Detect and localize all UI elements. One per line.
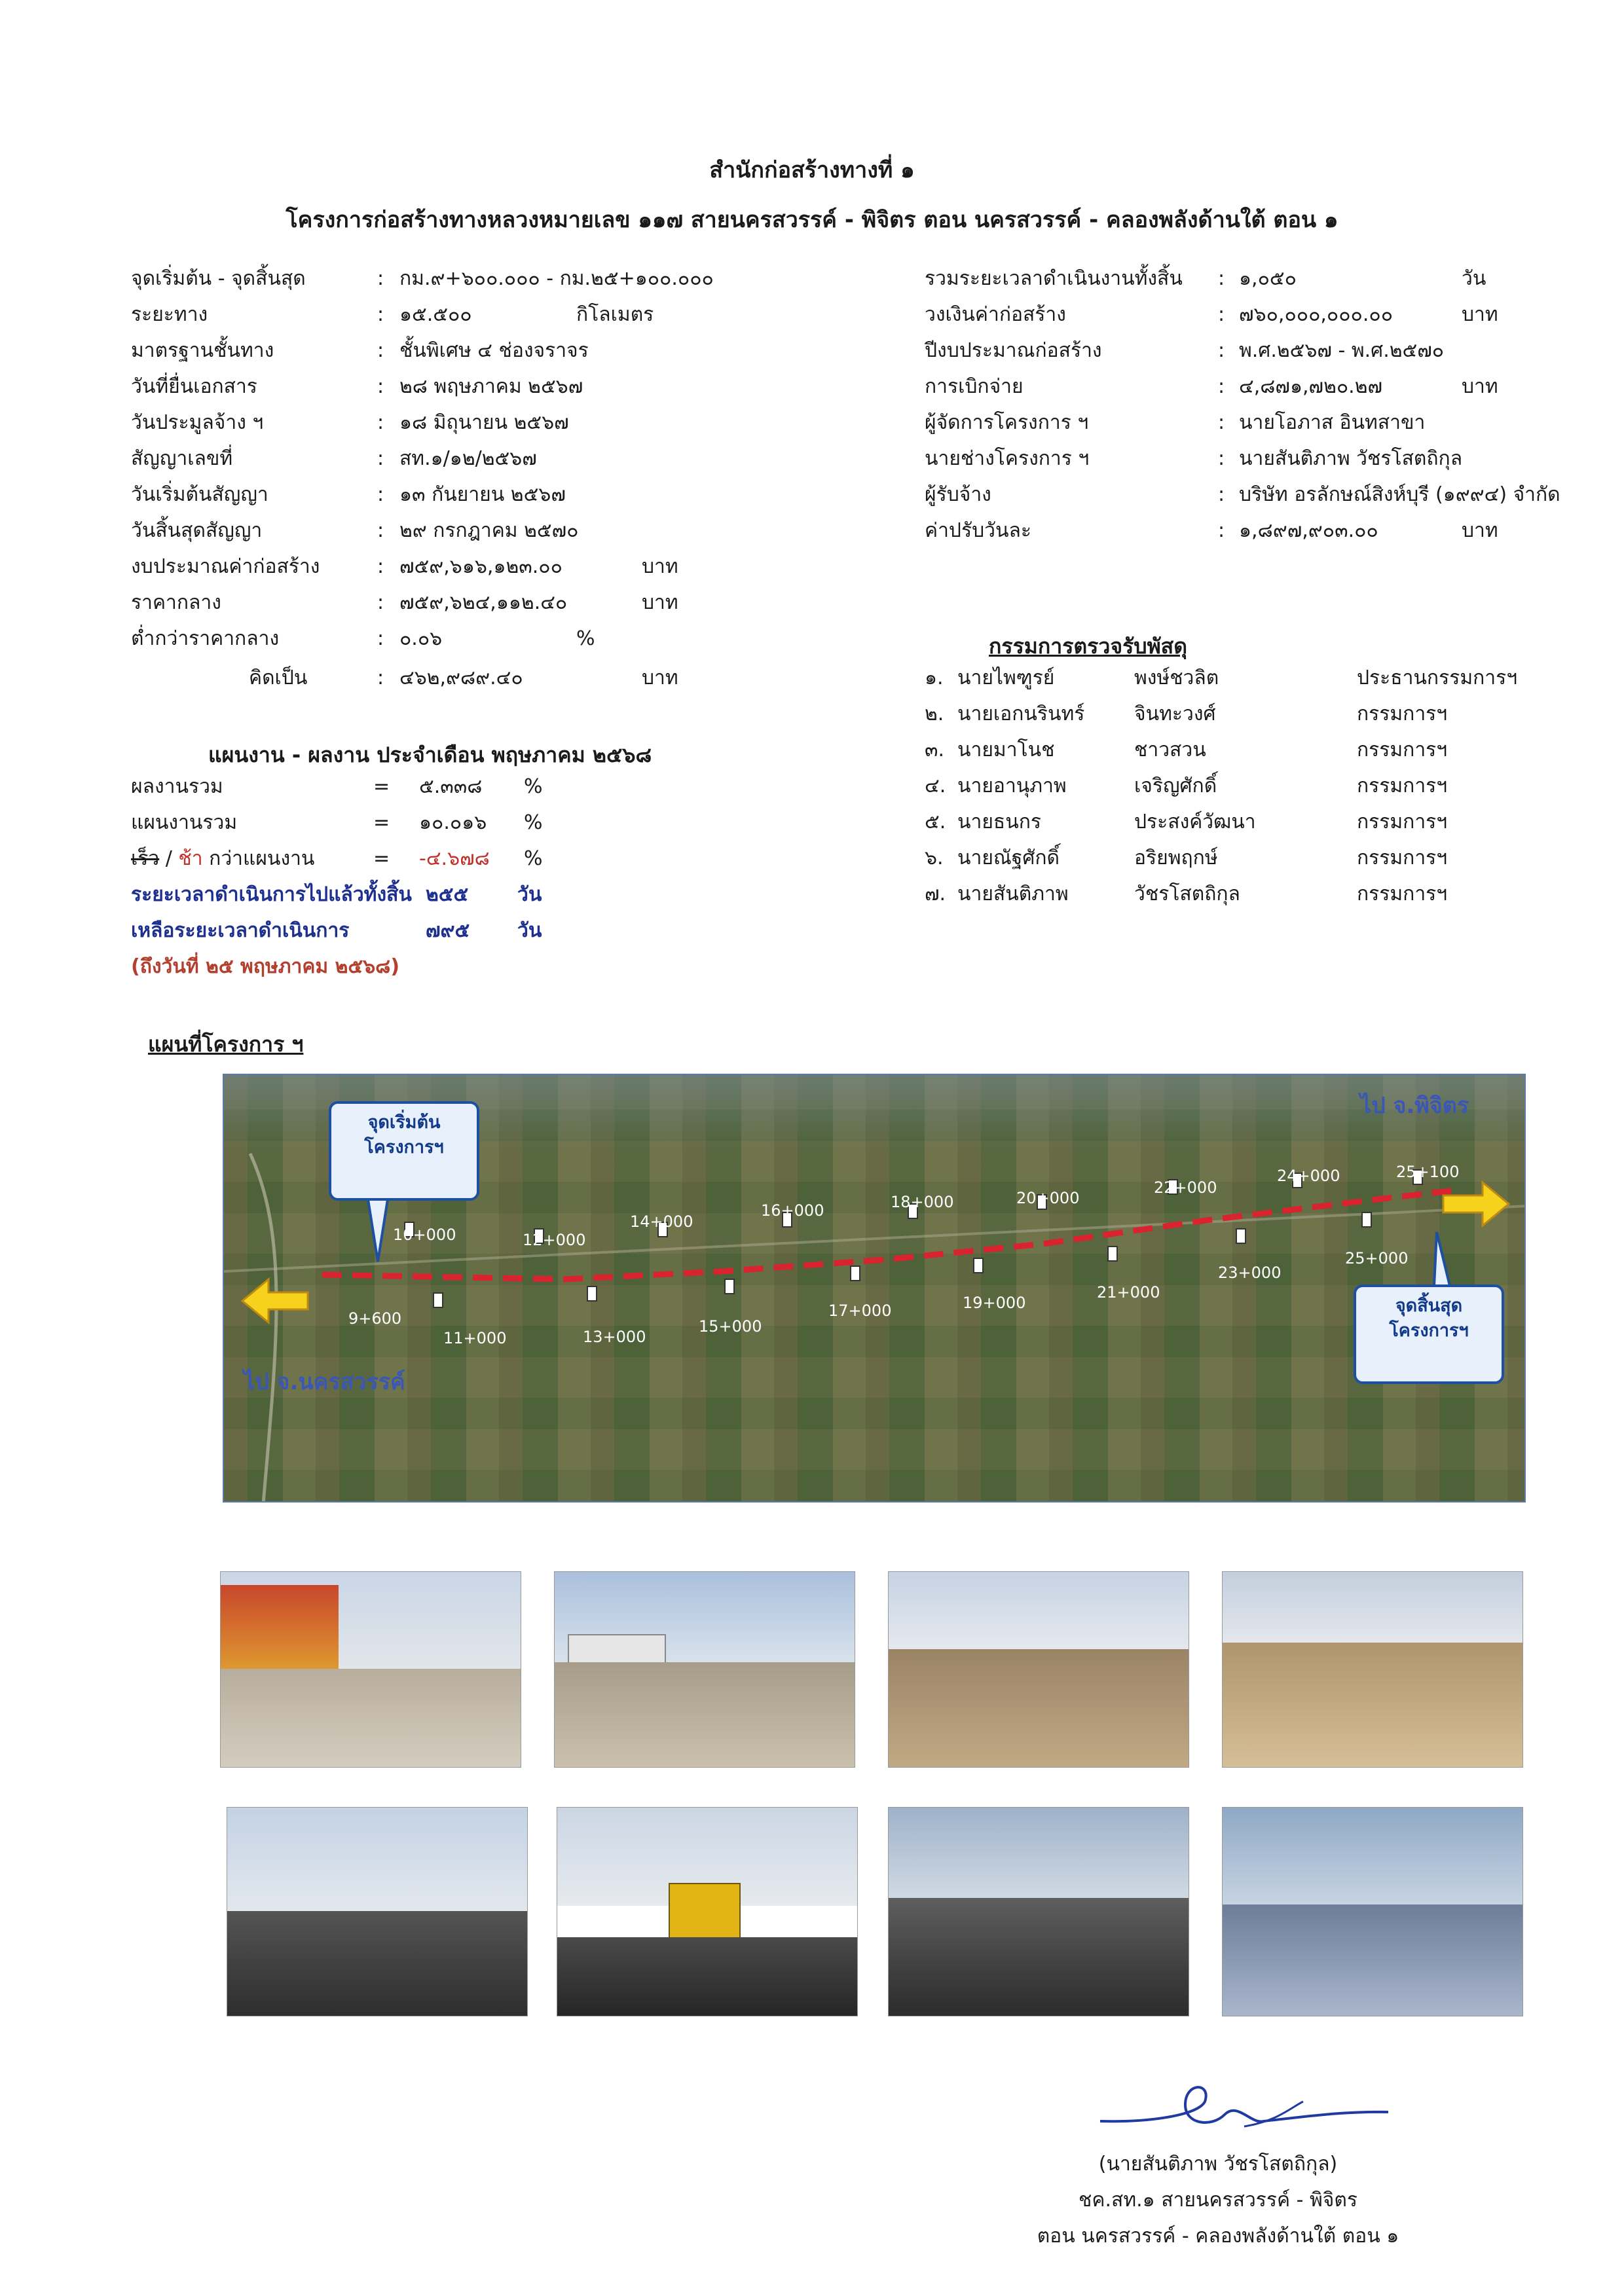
- info-value: ๑,๐๕๐: [1239, 267, 1297, 290]
- remaining-value: ๗๙๕: [426, 919, 470, 942]
- colon: :: [1218, 519, 1225, 542]
- info-value: ๑๓ กันยายน ๒๕๖๗: [399, 483, 566, 506]
- member-last: ชาวสวน: [1134, 738, 1206, 761]
- progress-value: -๔.๖๗๘: [419, 847, 490, 870]
- fast-label: เร็ว: [131, 847, 160, 870]
- info-label: วันที่ยื่นเอกสาร: [131, 375, 257, 398]
- info-label: รวมระยะเวลาดำเนินงานทั้งสิ้น: [925, 267, 1183, 290]
- remaining-unit: วัน: [517, 919, 542, 942]
- info-unit: %: [576, 627, 595, 650]
- info-value: ๐.๐๖: [399, 627, 443, 650]
- project-map: [223, 1074, 1526, 1503]
- site-photo-1: [220, 1571, 521, 1768]
- start-point-callout: [329, 1101, 479, 1201]
- info-value: นายสันติภาพ วัชรโสตถิกุล: [1239, 447, 1463, 470]
- info-unit: บาท: [1462, 519, 1498, 542]
- info-label: ต่ำกว่าราคากลาง: [131, 627, 280, 650]
- station-label: 21+000: [1097, 1283, 1160, 1302]
- colon: :: [377, 303, 384, 326]
- elapsed-value: ๒๕๕: [426, 883, 469, 906]
- start-callout-line2: โครงการฯ: [364, 1137, 444, 1157]
- colon: :: [1218, 447, 1225, 470]
- remaining-label: เหลือระยะเวลาดำเนินการ: [131, 919, 350, 942]
- info-value: ๑๘ มิถุนายน ๒๕๖๗: [399, 411, 569, 434]
- info-value: นายโอภาส อินทสาขา: [1239, 411, 1426, 434]
- station-marker-icon: [725, 1279, 734, 1294]
- member-first: นายอานุภาพ: [957, 774, 1067, 797]
- station-label: 25+000: [1345, 1249, 1409, 1267]
- info-unit: บาท: [1462, 303, 1498, 326]
- progress-unit: %: [524, 811, 543, 834]
- vs-plan-label: กว่าแผนงาน: [202, 847, 315, 870]
- equals-sign: =: [373, 811, 390, 834]
- signer-name: (นายสันติภาพ วัชรโสตถิกุล): [1098, 2153, 1338, 2176]
- station-label: 12+000: [523, 1231, 586, 1249]
- site-photo-5: [227, 1807, 528, 2016]
- office-title: สำนักก่อสร้างทางที่ ๑: [709, 157, 915, 183]
- member-no: ๒.: [925, 702, 944, 725]
- colon: :: [377, 447, 384, 470]
- member-first: นายไพฑูรย์: [957, 666, 1055, 689]
- info-unit: บาท: [642, 555, 678, 578]
- progress-title: แผนงาน - ผลงาน ประจำเดือน พฤษภาคม ๒๕๖๘: [208, 742, 652, 767]
- end-point-callout: [1354, 1285, 1504, 1384]
- info-value: ๔,๘๗๑,๗๒๐.๒๗: [1239, 375, 1383, 398]
- info-label: วันสิ้นสุดสัญญา: [131, 519, 263, 542]
- colon: :: [1218, 267, 1225, 290]
- signer-section: ตอน นครสวรรค์ - คลองพลังด้านใต้ ตอน ๑: [1037, 2225, 1399, 2248]
- member-role: กรรมการฯ: [1357, 811, 1448, 833]
- info-value: ๒๙ กรกฎาคม ๒๕๗๐: [399, 519, 579, 542]
- info-value: กม.๙+๖๐๐.๐๐๐ - กม.๒๕+๑๐๐.๐๐๐: [399, 267, 714, 290]
- info-value: ๗๖๐,๐๐๐,๐๐๐.๐๐: [1239, 303, 1393, 326]
- site-photo-3: [888, 1571, 1189, 1768]
- slow-label: ช้า: [178, 847, 203, 870]
- colon: :: [377, 627, 384, 650]
- member-no: ๑.: [925, 666, 944, 689]
- site-photo-7: [888, 1807, 1189, 2016]
- station-label: 19+000: [963, 1294, 1026, 1312]
- colon: :: [1218, 303, 1225, 326]
- colon: :: [377, 591, 384, 614]
- member-first: นายมาโนช: [957, 738, 1055, 761]
- progress-label: แผนงานรวม: [131, 811, 238, 834]
- info-value: บริษัท อรลักษณ์สิงห์บุรี (๑๙๙๔) จำกัด: [1239, 483, 1560, 506]
- colon: :: [377, 519, 384, 542]
- station-label: 16+000: [761, 1201, 824, 1220]
- info-label: งบประมาณค่าก่อสร้าง: [131, 555, 320, 578]
- info-unit: บาท: [642, 666, 678, 689]
- station-label: 20+000: [1016, 1189, 1080, 1207]
- progress-unit: %: [524, 847, 543, 870]
- info-label: การเบิกจ่าย: [925, 375, 1024, 398]
- info-unit: กิโลเมตร: [576, 303, 654, 326]
- colon: :: [377, 555, 384, 578]
- member-last: พงษ์ชวลิต: [1134, 666, 1219, 689]
- colon: :: [377, 483, 384, 506]
- station-label: 24+000: [1277, 1167, 1340, 1185]
- site-photo-6: [557, 1807, 858, 2016]
- info-label: ปีงบประมาณก่อสร้าง: [925, 339, 1102, 362]
- info-value: ๑,๘๙๗,๙๐๓.๐๐: [1239, 519, 1378, 542]
- station-marker-icon: [587, 1286, 597, 1301]
- station-marker-icon: [1362, 1212, 1371, 1227]
- member-no: ๕.: [925, 811, 946, 833]
- member-role: กรรมการฯ: [1357, 883, 1448, 905]
- colon: :: [1218, 483, 1225, 506]
- colon: :: [1218, 411, 1225, 434]
- info-value: พ.ศ.๒๕๖๗ - พ.ศ.๒๕๗๐: [1239, 339, 1445, 362]
- info-label: วงเงินค่าก่อสร้าง: [925, 303, 1066, 326]
- info-label: สัญญาเลขที่: [131, 447, 233, 470]
- station-label: 14+000: [630, 1212, 693, 1231]
- info-value: ๔๖๒,๙๘๙.๔๐: [399, 666, 523, 689]
- member-first: นายธนกร: [957, 811, 1042, 833]
- member-no: ๔.: [925, 774, 946, 797]
- info-value: ๒๘ พฤษภาคม ๒๕๖๗: [399, 375, 583, 398]
- station-label: 22+000: [1154, 1178, 1217, 1197]
- elapsed-label: ระยะเวลาดำเนินการไปแล้วทั้งสิ้น: [131, 883, 412, 906]
- station-marker-icon: [1108, 1247, 1117, 1261]
- end-callout-line1: จุดสิ้นสุด: [1395, 1296, 1463, 1316]
- site-photo-2: [554, 1571, 855, 1768]
- elapsed-unit: วัน: [517, 883, 542, 906]
- info-label: จุดเริ่มต้น - จุดสิ้นสุด: [131, 267, 306, 290]
- station-label: 13+000: [583, 1328, 646, 1346]
- member-no: ๗.: [925, 883, 946, 905]
- progress-value: ๑๐.๐๑๖: [419, 811, 487, 834]
- station-marker-icon: [851, 1266, 860, 1281]
- info-label: ค่าปรับวันละ: [925, 519, 1031, 542]
- site-photo-4: [1222, 1571, 1523, 1768]
- station-labels-bottom: [348, 1249, 1408, 1347]
- info-label: ผู้จัดการโครงการ ฯ: [925, 411, 1089, 434]
- member-last: จินทะวงศ์: [1134, 702, 1216, 725]
- colon: :: [377, 411, 384, 434]
- colon: :: [1218, 375, 1225, 398]
- info-unit: วัน: [1462, 267, 1486, 290]
- site-photo-8: [1222, 1807, 1523, 2016]
- station-marker-icon: [1236, 1229, 1246, 1243]
- station-label: 18+000: [891, 1193, 954, 1211]
- colon: :: [1218, 339, 1225, 362]
- station-marker-icon: [974, 1258, 983, 1273]
- info-value: สท.๑/๑๒/๒๕๖๗: [399, 447, 537, 470]
- colon: :: [377, 339, 384, 362]
- station-label: 17+000: [828, 1302, 892, 1320]
- station-label: 15+000: [699, 1317, 762, 1336]
- member-role: กรรมการฯ: [1357, 847, 1448, 869]
- info-label: วันเริ่มต้นสัญญา: [131, 483, 268, 506]
- info-value: ๗๕๙,๖๑๖,๑๒๓.๐๐: [399, 555, 563, 578]
- equals-sign: =: [373, 847, 390, 870]
- info-label: มาตรฐานชั้นทาง: [131, 339, 274, 362]
- member-no: ๓.: [925, 738, 945, 761]
- info-value: ชั้นพิเศษ ๔ ช่องจราจร: [399, 339, 589, 362]
- station-label: 25+100: [1396, 1163, 1460, 1181]
- start-callout-line1: จุดเริ่มต้น: [367, 1112, 441, 1133]
- station-marker-icon: [434, 1293, 443, 1307]
- member-role: ประธานกรรมการฯ: [1357, 666, 1518, 689]
- progress-label: ผลงานรวม: [131, 775, 223, 798]
- station-label: 23+000: [1218, 1264, 1282, 1282]
- info-unit: บาท: [1462, 375, 1498, 398]
- station-label: 10+000: [393, 1226, 456, 1244]
- colon: :: [377, 375, 384, 398]
- info-label: ผู้รับจ้าง: [925, 483, 991, 506]
- station-label: 11+000: [443, 1329, 507, 1347]
- member-last: ประสงค์วัฒนา: [1134, 811, 1256, 833]
- info-label: ระยะทาง: [131, 303, 208, 326]
- colon: :: [377, 267, 384, 290]
- info-label: นายช่างโครงการ ฯ: [925, 447, 1090, 470]
- end-callout-line2: โครงการฯ: [1389, 1321, 1469, 1341]
- member-first: นายสันติภาพ: [957, 883, 1069, 905]
- info-label: วันประมูลจ้าง ฯ: [131, 411, 264, 434]
- station-label: 9+600: [348, 1309, 402, 1328]
- signature-image: [1094, 2075, 1395, 2147]
- member-last: อริยพฤกษ์: [1134, 847, 1218, 869]
- project-title: โครงการก่อสร้างทางหลวงหมายเลข ๑๑๗ สายนครสวรรค์ - พิจิตร ตอน นครสวรรค์ - คลองพลังด้านใต้ ตอน ๑: [286, 207, 1338, 233]
- member-first: นายณัฐศักดิ์: [957, 847, 1060, 869]
- arrow-right-icon: [1443, 1182, 1509, 1226]
- map-heading: แผนที่โครงการ ฯ: [148, 1032, 304, 1057]
- progress-value: ๕.๓๓๘: [419, 775, 483, 798]
- progress-unit: %: [524, 775, 543, 798]
- as-of-date: (ถึงวันที่ ๒๕ พฤษภาคม ๒๕๖๘): [131, 955, 400, 978]
- info-unit: บาท: [642, 591, 678, 614]
- member-last: วัชรโสตถิกุล: [1134, 883, 1240, 905]
- info-value: ๗๕๙,๖๒๔,๑๑๒.๔๐: [399, 591, 568, 614]
- info-label: คิดเป็น: [249, 666, 308, 689]
- member-role: กรรมการฯ: [1357, 774, 1448, 797]
- equals-sign: =: [373, 775, 390, 798]
- member-last: เจริญศักดิ์: [1134, 774, 1217, 797]
- info-value: ๑๕.๕๐๐: [399, 303, 472, 326]
- info-label: ราคากลาง: [131, 591, 221, 614]
- member-first: นายเอกนรินทร์: [957, 702, 1085, 725]
- member-no: ๖.: [925, 847, 944, 869]
- member-role: กรรมการฯ: [1357, 738, 1448, 761]
- colon: :: [377, 666, 384, 689]
- progress-label: [131, 845, 314, 873]
- committee-title: กรรมการตรวจรับพัสดุ: [989, 634, 1187, 659]
- to-phichit-label: ไป จ.พิจิตร: [1360, 1093, 1469, 1119]
- slash: /: [159, 847, 179, 870]
- signer-position: ชค.สท.๑ สายนครสวรรค์ - พิจิตร: [1079, 2189, 1357, 2212]
- to-nakhon-sawan-label: ไป จ.นครสวรรค์: [244, 1369, 405, 1395]
- member-role: กรรมการฯ: [1357, 702, 1448, 725]
